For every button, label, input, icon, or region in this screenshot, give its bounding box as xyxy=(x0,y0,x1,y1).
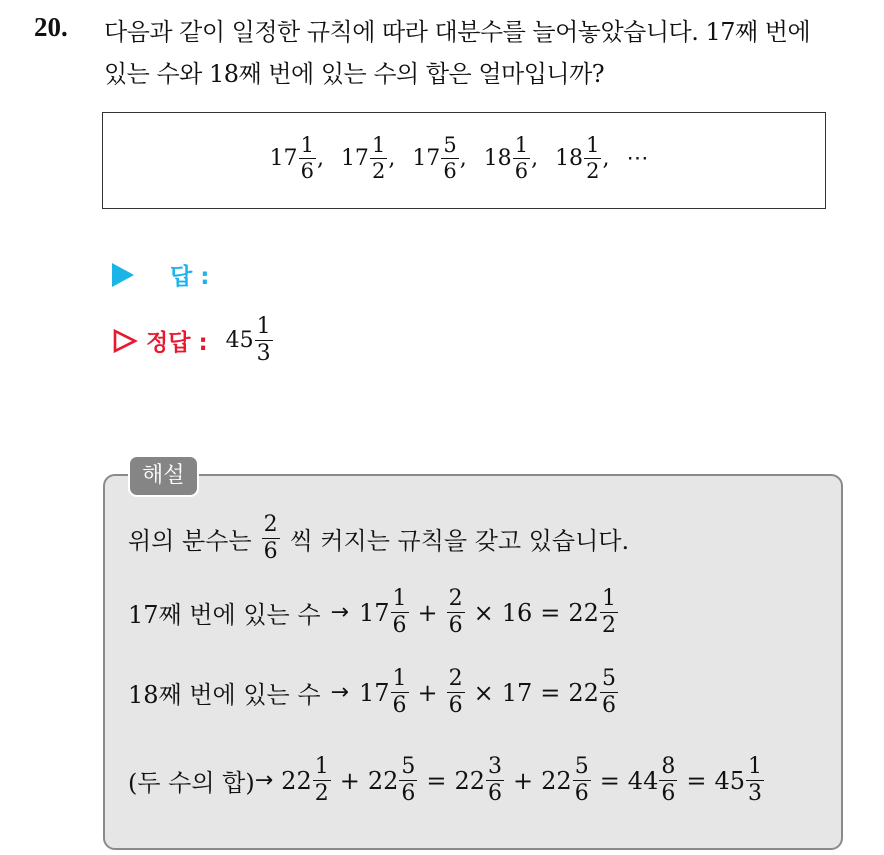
denominator: 6 xyxy=(443,159,457,183)
denominator: 6 xyxy=(488,781,503,806)
denominator: 6 xyxy=(601,693,616,718)
times-sign: × xyxy=(473,598,494,627)
denominator: 3 xyxy=(748,781,762,806)
numerator: 1 xyxy=(392,666,407,691)
explanation-line-1 xyxy=(128,514,629,563)
denominator: 2 xyxy=(371,159,386,183)
term-fraction xyxy=(370,135,387,182)
denominator: 6 xyxy=(263,539,278,564)
fraction xyxy=(262,514,280,563)
numerator: 1 xyxy=(514,133,529,157)
sequence-term xyxy=(270,135,324,182)
term-fraction xyxy=(299,135,316,182)
fraction xyxy=(659,756,677,805)
term-whole: 17 xyxy=(269,146,298,171)
fraction xyxy=(391,668,409,717)
fraction xyxy=(255,316,273,365)
sequence-term xyxy=(341,135,395,182)
denominator: 6 xyxy=(392,613,407,638)
term-fraction xyxy=(584,135,601,182)
comma: , xyxy=(531,146,539,171)
sequence-term xyxy=(412,135,466,182)
numerator: 5 xyxy=(601,666,616,691)
denominator: 3 xyxy=(256,341,271,366)
numerator: 1 xyxy=(748,754,762,779)
correct-answer-label: 정답 : xyxy=(146,330,208,356)
whole: 22 xyxy=(281,766,312,795)
question-text-line1: 다음과 같이 일정한 규칙에 따라 대분수를 늘어놓았습니다. 17째 번에 xyxy=(104,18,811,46)
sequence-box xyxy=(102,112,826,209)
comma: , xyxy=(316,146,324,171)
correct-answer-row xyxy=(112,316,274,365)
numerator: 2 xyxy=(263,512,278,537)
plus-sign: + xyxy=(513,766,534,795)
numerator: 1 xyxy=(256,314,271,339)
denominator: 6 xyxy=(448,693,463,718)
play-triangle-icon xyxy=(112,263,134,287)
denominator: 6 xyxy=(574,781,589,806)
numerator: 1 xyxy=(601,586,616,611)
text: 17째 번에 있는 수 xyxy=(128,601,321,629)
whole: 17 xyxy=(358,678,390,707)
term-fraction xyxy=(441,135,458,182)
term-whole: 18 xyxy=(483,146,512,171)
whole: 22 xyxy=(454,766,486,795)
text: 위의 분수는 xyxy=(128,527,252,555)
denominator: 6 xyxy=(401,781,416,806)
whole: 22 xyxy=(568,678,599,707)
explanation-line-2 xyxy=(128,588,619,637)
numerator: 3 xyxy=(488,754,503,779)
whole: 22 xyxy=(541,766,572,795)
ellipsis: ⋯ xyxy=(626,146,649,171)
explanation-tag: 해설 xyxy=(128,455,199,497)
fraction xyxy=(600,588,618,637)
sequence xyxy=(103,135,825,182)
numerator: 1 xyxy=(392,586,407,611)
explanation-line-3 xyxy=(128,668,619,717)
equals-sign: = xyxy=(540,598,561,627)
text: (두 수의 합) xyxy=(128,769,255,797)
whole: 22 xyxy=(367,766,399,795)
plus-sign: + xyxy=(417,598,438,627)
numerator: 1 xyxy=(586,133,600,157)
denominator: 2 xyxy=(314,781,329,806)
denominator: 6 xyxy=(448,613,463,638)
fraction xyxy=(447,588,465,637)
denominator: 6 xyxy=(300,159,314,183)
numerator: 5 xyxy=(401,754,416,779)
question-text-line2: 있는 수와 18째 번에 있는 수의 합은 얼마입니까? xyxy=(104,60,605,88)
explanation-line-4 xyxy=(128,756,765,805)
fraction xyxy=(573,756,591,805)
denominator: 2 xyxy=(601,613,616,638)
numerator: 1 xyxy=(300,133,314,157)
term-fraction xyxy=(513,135,530,182)
term-whole: 17 xyxy=(412,146,441,171)
sequence-term xyxy=(484,135,538,182)
numerator: 2 xyxy=(448,666,463,691)
term-whole: 17 xyxy=(340,146,369,171)
whole: 45 xyxy=(714,766,745,795)
whole: 17 xyxy=(358,598,390,627)
numerator: 1 xyxy=(371,133,386,157)
equals-sign: = xyxy=(599,766,620,795)
arrow-icon: → xyxy=(330,680,349,705)
outline-triangle-icon xyxy=(112,328,138,354)
correct-answer-value xyxy=(226,316,274,365)
comma: , xyxy=(602,146,610,171)
denominator: 6 xyxy=(514,159,529,183)
multiplier: 17 xyxy=(501,678,533,707)
term-whole: 18 xyxy=(555,146,584,171)
fraction xyxy=(313,756,331,805)
plus-sign: + xyxy=(417,678,438,707)
numerator: 8 xyxy=(661,754,676,779)
times-sign: × xyxy=(473,678,494,707)
fraction xyxy=(600,668,618,717)
fraction xyxy=(746,756,764,805)
comma: , xyxy=(388,146,396,171)
plus-sign: + xyxy=(339,766,360,795)
equals-sign: = xyxy=(540,678,561,707)
fraction xyxy=(486,756,504,805)
whole: 22 xyxy=(568,598,599,627)
denominator: 6 xyxy=(392,693,407,718)
numerator: 2 xyxy=(448,586,463,611)
text: 씩 커지는 규칙을 갖고 있습니다. xyxy=(289,527,630,555)
arrow-icon: → xyxy=(330,600,349,625)
comma: , xyxy=(459,146,467,171)
fraction xyxy=(399,756,417,805)
numerator: 5 xyxy=(574,754,589,779)
fraction xyxy=(447,668,465,717)
answer-row xyxy=(112,258,209,291)
multiplier: 16 xyxy=(501,598,533,627)
whole: 45 xyxy=(225,328,254,353)
numerator: 1 xyxy=(314,754,329,779)
numerator: 5 xyxy=(443,133,457,157)
arrow-icon: → xyxy=(254,768,274,793)
question-number: 20. xyxy=(34,12,68,42)
denominator: 6 xyxy=(661,781,676,806)
answer-label: 답 : xyxy=(170,264,210,290)
equals-sign: = xyxy=(426,766,447,795)
fraction xyxy=(391,588,409,637)
denominator: 2 xyxy=(586,159,600,183)
equals-sign: = xyxy=(686,766,707,795)
sequence-term xyxy=(555,135,609,182)
text: 18째 번에 있는 수 xyxy=(128,681,321,709)
whole: 44 xyxy=(627,766,659,795)
